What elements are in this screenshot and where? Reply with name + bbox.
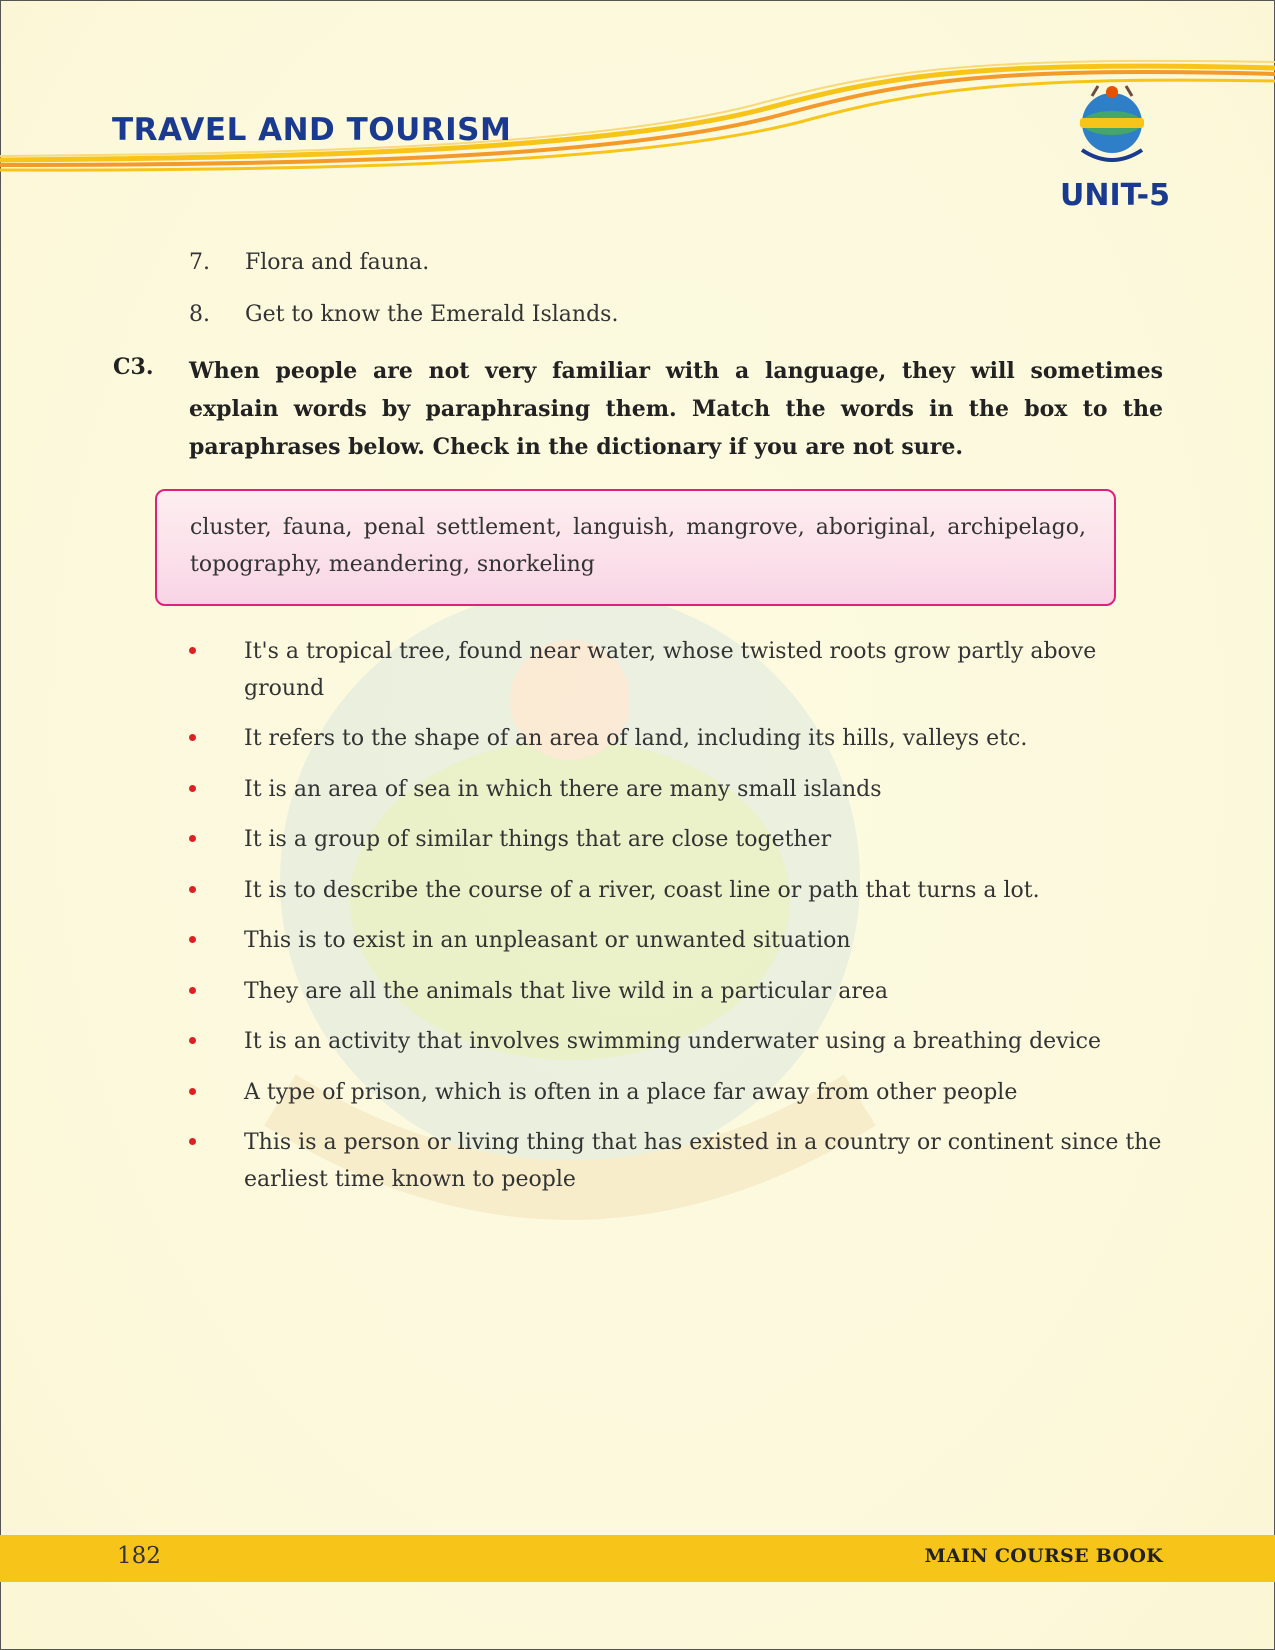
school-globe-logo-icon <box>1062 78 1162 178</box>
bullet-icon <box>189 936 196 943</box>
exercise-label: C3. <box>113 354 154 380</box>
paraphrase-text: A type of prison, which is often in a place far away from other people <box>244 1080 1018 1105</box>
bullet-icon <box>189 987 196 994</box>
paraphrase-text: This is to exist in an unpleasant or unwanted situation <box>244 928 851 953</box>
unit-title: TRAVEL AND TOURISM <box>112 112 512 148</box>
paraphrase-text: It's a tropical tree, found near water, whose twisted roots grow partly above ground <box>244 639 1097 701</box>
unit-number: UNIT-5 <box>1060 178 1171 213</box>
bullet-icon <box>189 1037 196 1044</box>
paraphrase-text: They are all the animals that live wild in a particular area <box>244 979 889 1004</box>
item-number: 8. <box>189 302 210 327</box>
bullet-icon <box>189 1088 196 1095</box>
bullet-icon <box>189 785 196 792</box>
book-name: MAIN COURSE BOOK <box>924 1545 1163 1567</box>
paraphrase-text: It is an activity that involves swimming underwater using a breathing device <box>244 1029 1101 1054</box>
paraphrase-text: It is to describe the course of a river, coast line or path that turns a lot. <box>244 878 1040 903</box>
page-number: 182 <box>117 1543 161 1569</box>
word-box <box>155 489 1116 606</box>
bullet-icon <box>189 886 196 893</box>
paraphrase-text: It is a group of similar things that are close together <box>244 827 832 852</box>
bullet-icon <box>189 647 196 654</box>
exercise-instruction: When people are not very familiar with a language, they will sometimes explain words by paraphrasing them. Match the words in the box to the paraphrases below. Check in the dictionary if you are not sure. <box>189 358 1163 460</box>
word-box-words: cluster, fauna, penal settlement, languish, mangrove, aboriginal, archipelago, topography, meandering, snorkeling <box>190 515 1086 577</box>
paraphrase-text: It is an area of sea in which there are many small islands <box>244 777 882 802</box>
item-number: 7. <box>189 250 210 275</box>
item-text: Flora and fauna. <box>245 250 430 275</box>
item-text: Get to know the Emerald Islands. <box>245 302 619 327</box>
bullet-icon <box>189 835 196 842</box>
paraphrase-text: It refers to the shape of an area of land, including its hills, valleys etc. <box>244 726 1028 751</box>
bullet-icon <box>189 1138 196 1145</box>
paraphrase-text: This is a person or living thing that has existed in a country or continent since the earliest time known to people <box>244 1130 1162 1192</box>
bullet-icon <box>189 734 196 741</box>
